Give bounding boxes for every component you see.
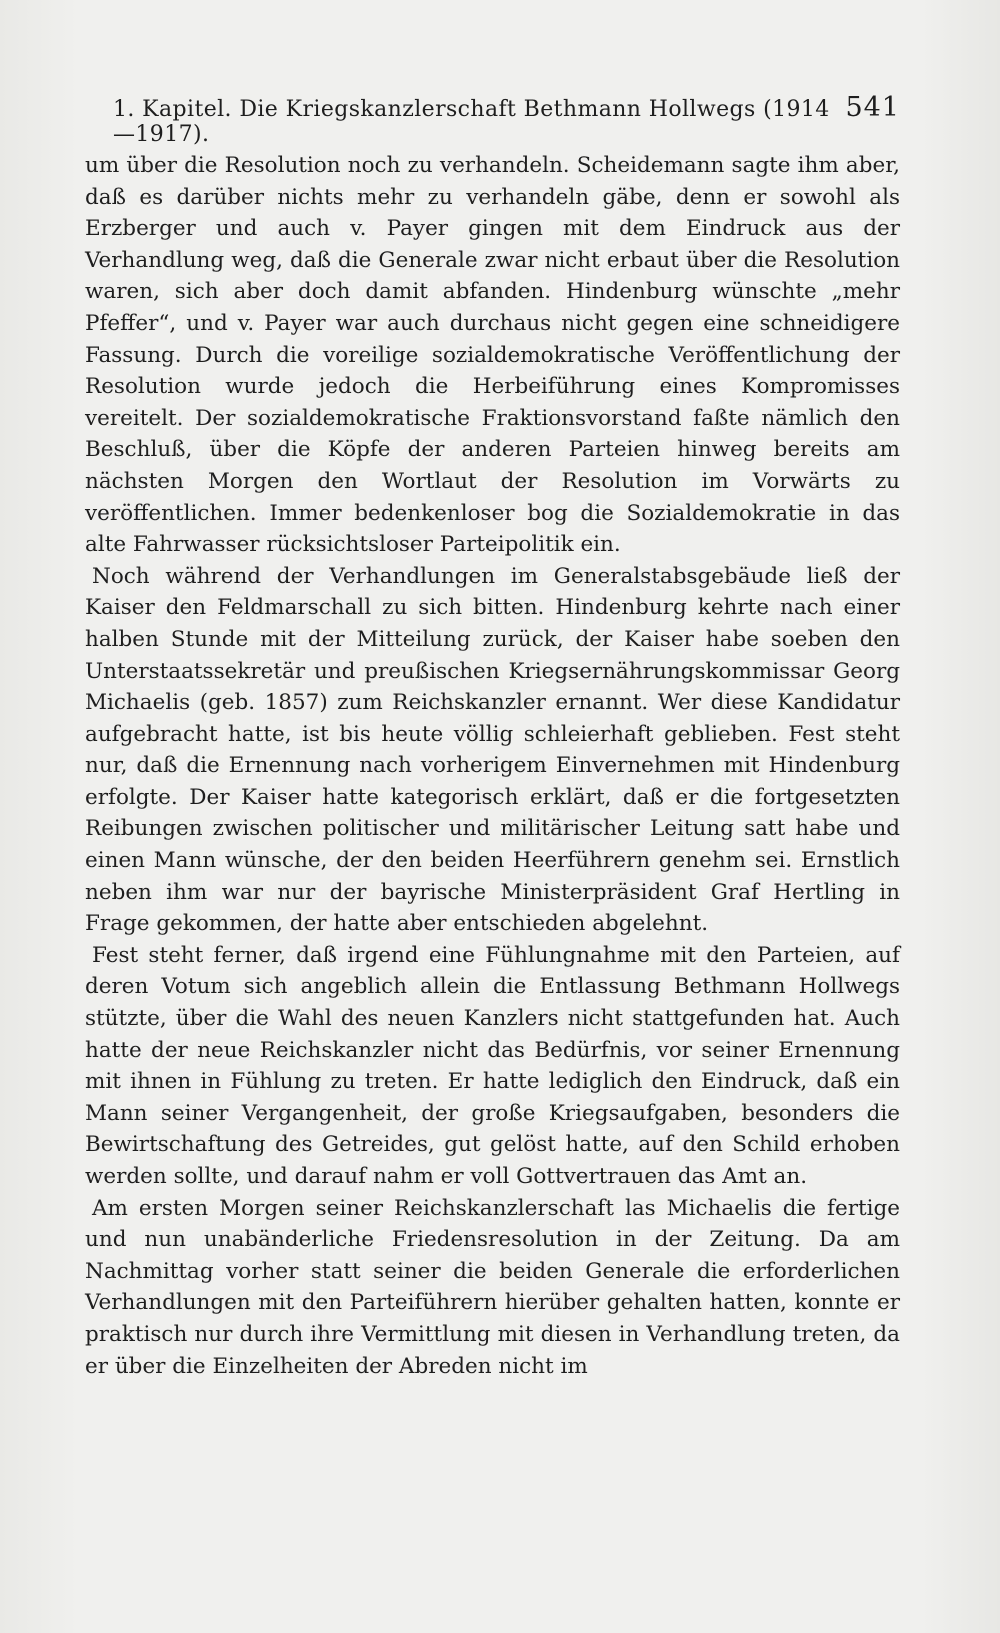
paragraph-2: Noch während der Verhandlungen im Generalstabsgebäude ließ der Kaiser den Feldmarschall zu sich bitten. Hindenburg kehrte nach einer halben Stunde mit der Mitteilung zurück, der Kaiser habe soeben den Unterstaatssekretär und preußischen Kriegsernährungskommissar Georg Michaelis (geb. 1857) zum Reichskanzler ernannt. Wer diese Kandidatur aufgebracht hatte, ist bis heute völlig schleierhaft geblieben. Fest steht nur, daß die Ernennung nach vorherigem Einvernehmen mit Hindenburg erfolgte. Der Kaiser hatte kategorisch erklärt, daß er die fortgesetzten Reibungen zwischen politischer und militärischer Leitung satt habe und einen Mann wünsche, der den beiden Heerführern genehm sei. Ernstlich neben ihm war nur der bayrische Ministerpräsident Graf Hertling in Frage gekommen, der hatte aber entschieden abgelehnt. [85,563,900,937]
paragraph-4: Am ersten Morgen seiner Reichskanzlerschaft las Michaelis die fertige und nun unabänderliche Friedensresolution in der Zeitung. Da am Nachmittag vorher statt seiner die beiden Generale die erforderlichen Verhandlungen mit den Parteiführern hierüber gehalten hatten, konnte er praktisch nur durch ihre Vermittlung mit diesen in Verhandlung treten, da er über die Einzelheiten der Abreden nicht im [85,1195,900,1379]
running-head [113,92,900,147]
paragraph-3: Fest steht ferner, daß irgend eine Fühlungnahme mit den Parteien, auf deren Votum sich angeblich allein die Entlassung Bethmann Hollwegs stützte, über die Wahl des neuen Kanzlers nicht stattgefunden hat. Auch hatte der neue Reichskanzler nicht das Bedürfnis, vor seiner Ernennung mit ihnen in Fühlung zu treten. Er hatte lediglich den Eindruck, daß ein Mann seiner Vergangenheit, der große Kriegsaufgaben, besonders die Bewirtschaftung des Getreides, gut gelöst hatte, auf den Schild erhoben werden sollte, und darauf nahm er voll Gottvertrauen das Amt an. [85,942,900,1189]
paragraph-1: um über die Resolution noch zu verhandeln. Scheidemann sagte ihm aber, daß es darüber nichts mehr zu verhandeln gäbe, denn er sowohl als Erzberger und auch v. Payer gingen mit dem Eindruck aus der Verhandlung weg, daß die Generale zwar nicht erbaut über die Resolution waren, sich aber doch damit abfanden. Hindenburg wünschte „mehr Pfeffer“, und v. Payer war auch durchaus nicht gegen eine schneidigere Fassung. Durch die voreilige sozialdemokratische Veröffentlichung der Resolution wurde jedoch die Herbeiführung eines Kompromisses vereitelt. Der sozialdemokratische Fraktionsvorstand faßte nämlich den Beschluß, über die Köpfe der anderen Parteien hinweg bereits am nächsten Morgen den Wortlaut der Resolution im Vorwärts zu veröffentlichen. Immer bedenkenloser bog die Sozialdemokratie in das alte Fahrwasser rücksichtsloser Parteipolitik ein. [85,153,900,558]
chapter-running-title: 1. Kapitel. Die Kriegskanzlerschaft Bethmann Hollwegs (1914—1917). [113,97,830,147]
body-text [85,150,900,1470]
page-number: 541 [845,92,900,123]
